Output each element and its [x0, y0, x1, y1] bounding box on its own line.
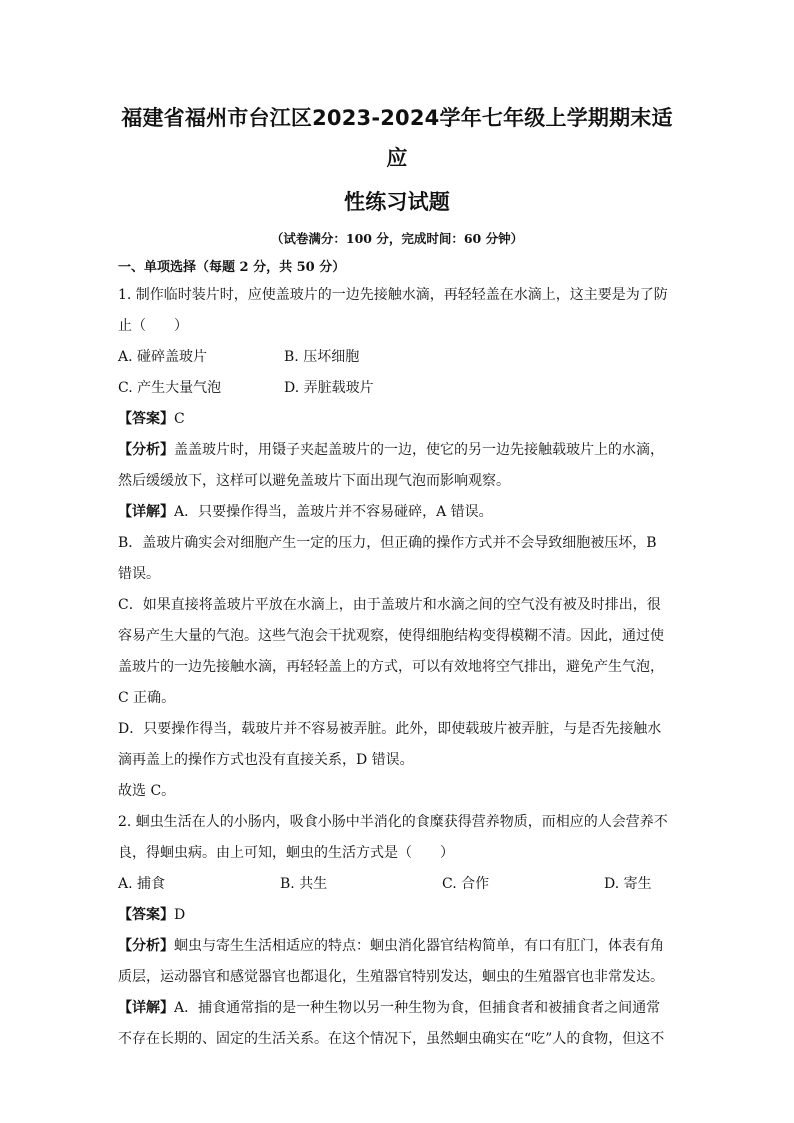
- section-heading: 一、单项选择（每题 2 分，共 50 分）: [118, 260, 346, 275]
- detail-text: A．捕食通常指的是一种生物以另一种生物为食，但捕食者和被捕食者之间通常: [174, 1000, 661, 1016]
- q2-stem-line-2: 良，得蛔虫病。由上可知，蛔虫的生活方式是（ ）: [118, 845, 454, 861]
- q1-options-row-2: [118, 373, 676, 404]
- q1-stem-line-2: 止（ ）: [118, 318, 188, 334]
- q1-detail-line-3: 错误。: [118, 566, 160, 582]
- q2-option-b: B. 共生: [280, 876, 328, 892]
- q2-detail-line-1: [118, 993, 676, 1024]
- q1-option-d: D. 弄脏载玻片: [284, 380, 374, 396]
- q2-option-c: C. 合作: [442, 876, 490, 892]
- analysis-tag: 【分析】: [118, 938, 174, 954]
- q1-conclusion: 故选 C。: [118, 783, 176, 799]
- q2-detail-line-2: 不存在长期的、固定的生活关系。在这个情况下，虽然蛔虫确实在“吃”人的食物，但这不: [118, 1031, 665, 1047]
- answer-value: D: [174, 907, 186, 923]
- analysis-tag: 【分析】: [118, 442, 174, 458]
- q1-detail-line-1: [118, 497, 676, 528]
- q1-detail-line-7: C 正确。: [118, 690, 176, 706]
- answer-tag: 【答案】: [118, 411, 174, 427]
- q1-answer: [118, 404, 676, 435]
- q1-option-b: B. 压坏细胞: [284, 349, 360, 365]
- q1-detail-line-4: C．如果直接将盖玻片平放在水滴上，由于盖玻片和水滴之间的空气没有被及时排出，很: [118, 597, 661, 613]
- detail-tag: 【详解】: [118, 504, 174, 520]
- q2-stem-line-1: 2. 蛔虫生活在人的小肠内，吸食小肠中半消化的食糜获得营养物质，而相应的人会营养不: [118, 814, 668, 830]
- q2-answer: [118, 900, 676, 931]
- q1-detail-line-5: 容易产生大量的气泡。这些气泡会干扰观察，使得细胞结构变得模糊不清。因此，通过使: [118, 628, 664, 644]
- title-line-2: 性练习试题: [344, 190, 450, 214]
- q2-analysis-line-1: [118, 931, 676, 962]
- q2-option-a: A. 捕食: [118, 876, 166, 892]
- q1-detail-line-8: D．只要操作得当，载玻片并不容易被弄脏。此外，即使载玻片被弄脏，与是否先接触水: [118, 721, 662, 737]
- q2-options-row: [118, 869, 676, 900]
- q1-analysis-line-1: [118, 435, 676, 466]
- detail-tag: 【详解】: [118, 1000, 174, 1016]
- q2-option-d: D. 寄生: [604, 876, 652, 892]
- analysis-text: 盖盖玻片时，用镊子夹起盖玻片的一边，使它的另一边先接触载玻片上的水滴，: [174, 442, 664, 458]
- analysis-text: 蛔虫与寄生生活相适应的特点：蛔虫消化器官结构简单，有口有肛门，体表有角: [174, 938, 664, 954]
- answer-tag: 【答案】: [118, 907, 174, 923]
- q1-option-c: C. 产生大量气泡: [118, 380, 222, 396]
- detail-text: A．只要操作得当，盖玻片并不容易碰碎，A 错误。: [174, 504, 493, 520]
- q1-options-row-1: [118, 342, 676, 373]
- q2-analysis-line-2: 质层，运动器官和感觉器官也都退化，生殖器官特别发达，蛔虫的生殖器官也非常发达。: [118, 969, 664, 985]
- q1-option-a: A. 碰碎盖玻片: [118, 349, 208, 365]
- answer-value: C: [174, 411, 185, 427]
- q1-detail-line-6: 盖玻片的一边先接触水滴，再轻轻盖上的方式，可以有效地将空气排出，避免产生气泡，: [118, 659, 664, 675]
- q1-analysis-line-2: 然后缓缓放下，这样可以避免盖玻片下面出现气泡而影响观察。: [118, 473, 510, 489]
- title-line-1: 福建省福州市台江区2023-2024学年七年级上学期期末适应: [121, 106, 673, 170]
- q1-detail-line-2: B．盖玻片确实会对细胞产生一定的压力，但正确的操作方式并不会导致细胞被压坏，B: [118, 535, 657, 551]
- exam-info: （试卷满分：100 分，完成时间：60 分钟）: [270, 231, 524, 246]
- q1-detail-line-9: 滴再盖上的操作方式也没有直接关系，D 错误。: [118, 752, 414, 768]
- q1-stem-line-1: 1. 制作临时装片时，应使盖玻片的一边先接触水滴，再轻轻盖在水滴上，这主要是为了防: [118, 287, 668, 303]
